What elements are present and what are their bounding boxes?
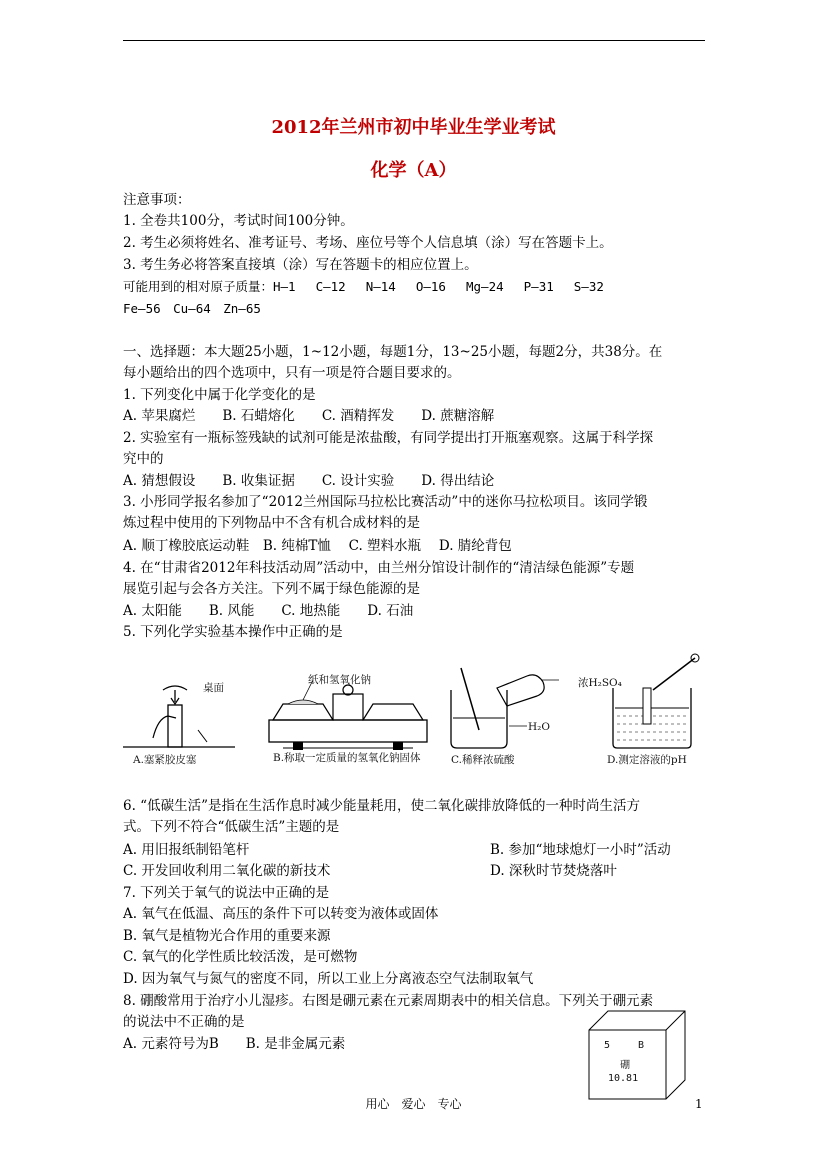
q5-figures: [123, 650, 713, 775]
figure-a-caption: A.塞紧胶皮塞: [133, 754, 197, 766]
question-stem: 7. 下列关于氧气的说法中正确的是: [123, 885, 330, 901]
question-option: D. 深秋时节焚烧落叶: [490, 863, 617, 879]
question-option: C. 开发回收利用二氧化碳的新技术: [123, 863, 331, 879]
question-stem: 3. 小彤同学报名参加了“2012兰州国际马拉松比赛活动”中的迷你马拉松项目。该同学锻: [123, 494, 648, 510]
question-option: B. 氧气是植物光合作用的重要来源: [123, 928, 331, 944]
section-intro: 一、选择题：本大题25小题，1~12小题，每题1分，13~25小题，每题2分，共38分。在: [123, 344, 663, 360]
question-option: A. 氧气在低温、高压的条件下可以转变为液体或固体: [123, 906, 439, 922]
question-stem: 究中的: [123, 451, 164, 467]
question-option: B. 参加“地球熄灯一小时”活动: [490, 842, 671, 858]
figure-a-label: 桌面: [203, 682, 224, 694]
question-option: A. 用旧报纸制铅笔杆: [123, 842, 250, 858]
notice-item: 2. 考生必须将姓名、准考证号、考场、座位号等个人信息填（涂）写在答题卡上。: [123, 235, 613, 251]
question-options: A. 元素符号为B B. 是非金属元素: [123, 1036, 346, 1052]
question-stem: 8. 硼酸常用于治疗小儿湿疹。右图是硼元素在元素周期表中的相关信息。下列关于硼元素: [123, 993, 654, 1009]
question-stem: 1. 下列变化中属于化学变化的是: [123, 387, 316, 403]
section-intro: 每小题给出的四个选项中，只有一项是符合题目要求的。: [123, 365, 461, 381]
question-stem: 炼过程中使用的下列物品中不含有机合成材料的是: [123, 515, 420, 531]
element-number: 5: [604, 1040, 611, 1051]
question-options: A. 顺丁橡胶底运动鞋 B. 纯棉T恤 C. 塑料水瓶 D. 腈纶背包: [123, 538, 512, 554]
element-card-frame: [588, 1010, 686, 1100]
figure-c-acid-label: 浓H₂SO₄: [578, 677, 622, 689]
header-rule: [123, 40, 705, 41]
question-stem: 2. 实验室有一瓶标签残缺的试剂可能是浓盐酸，有同学提出打开瓶塞观察。这属于科学探: [123, 430, 654, 446]
page-subtitle: 化学（A）: [370, 160, 457, 181]
figure-c-caption: C.稀释浓硫酸: [451, 754, 515, 766]
question-options: A. 苹果腐烂 B. 石蜡熔化 C. 酒精挥发 D. 蔗糖溶解: [123, 408, 495, 424]
question-stem: 5. 下列化学实验基本操作中正确的是: [123, 624, 343, 640]
element-name: 硼: [620, 1060, 630, 1071]
question-stem: 式。下列不符合“低碳生活”主题的是: [123, 819, 340, 835]
question-option: D. 因为氧气与氮气的密度不同，所以工业上分离液态空气法制取氧气: [123, 971, 534, 987]
question-stem: 的说法中不正确的是: [123, 1014, 245, 1030]
question-stem: 6. “低碳生活”是指在生活作息时减少能量耗用，使二氧化碳排放降低的一种时尚生活方: [123, 798, 640, 814]
question-stem: 展览引起与会各方关注。下列不属于绿色能源的是: [123, 581, 420, 597]
element-card: [588, 1010, 686, 1100]
element-mass: 10.81: [608, 1073, 639, 1084]
question-options: A. 猜想假设 B. 收集证据 C. 设计实验 D. 得出结论: [123, 473, 495, 489]
element-symbol: B: [638, 1040, 645, 1051]
notice-heading: 注意事项：: [123, 192, 191, 208]
notice-item: 1. 全卷共100分，考试时间100分钟。: [123, 213, 354, 229]
figure-d-caption: D.测定溶液的pH: [607, 754, 687, 766]
page-number: 1: [695, 1097, 703, 1111]
page-title: 2012年兰州市初中毕业生学业考试: [271, 117, 556, 138]
atomic-mass-line: 可能用到的相对原子质量：H—1 C—12 N—14 O—16 Mg—24 P—31 S—32: [123, 279, 604, 294]
figure-c-water-label: H₂O: [528, 721, 550, 733]
figure-b-caption: B.称取一定质量的氢氧化钠固体: [273, 752, 421, 764]
atomic-mass-line: Fe—56 Cu—64 Zn—65: [123, 301, 261, 316]
question-option: C. 氧气的化学性质比较活泼，是可燃物: [123, 949, 358, 965]
question-options: A. 太阳能 B. 风能 C. 地热能 D. 石油: [123, 603, 414, 619]
figure-b-label: 纸和氢氧化钠: [308, 674, 371, 686]
notice-item: 3. 考生务必将答案直接填（涂）写在答题卡的相应位置上。: [123, 257, 478, 273]
page-footer: 用心 爱心 专心: [365, 1097, 462, 1111]
question-stem: 4. 在“甘肃省2012年科技活动周”活动中，由兰州分馆设计制作的“清洁绿色能源”专题: [123, 560, 635, 576]
